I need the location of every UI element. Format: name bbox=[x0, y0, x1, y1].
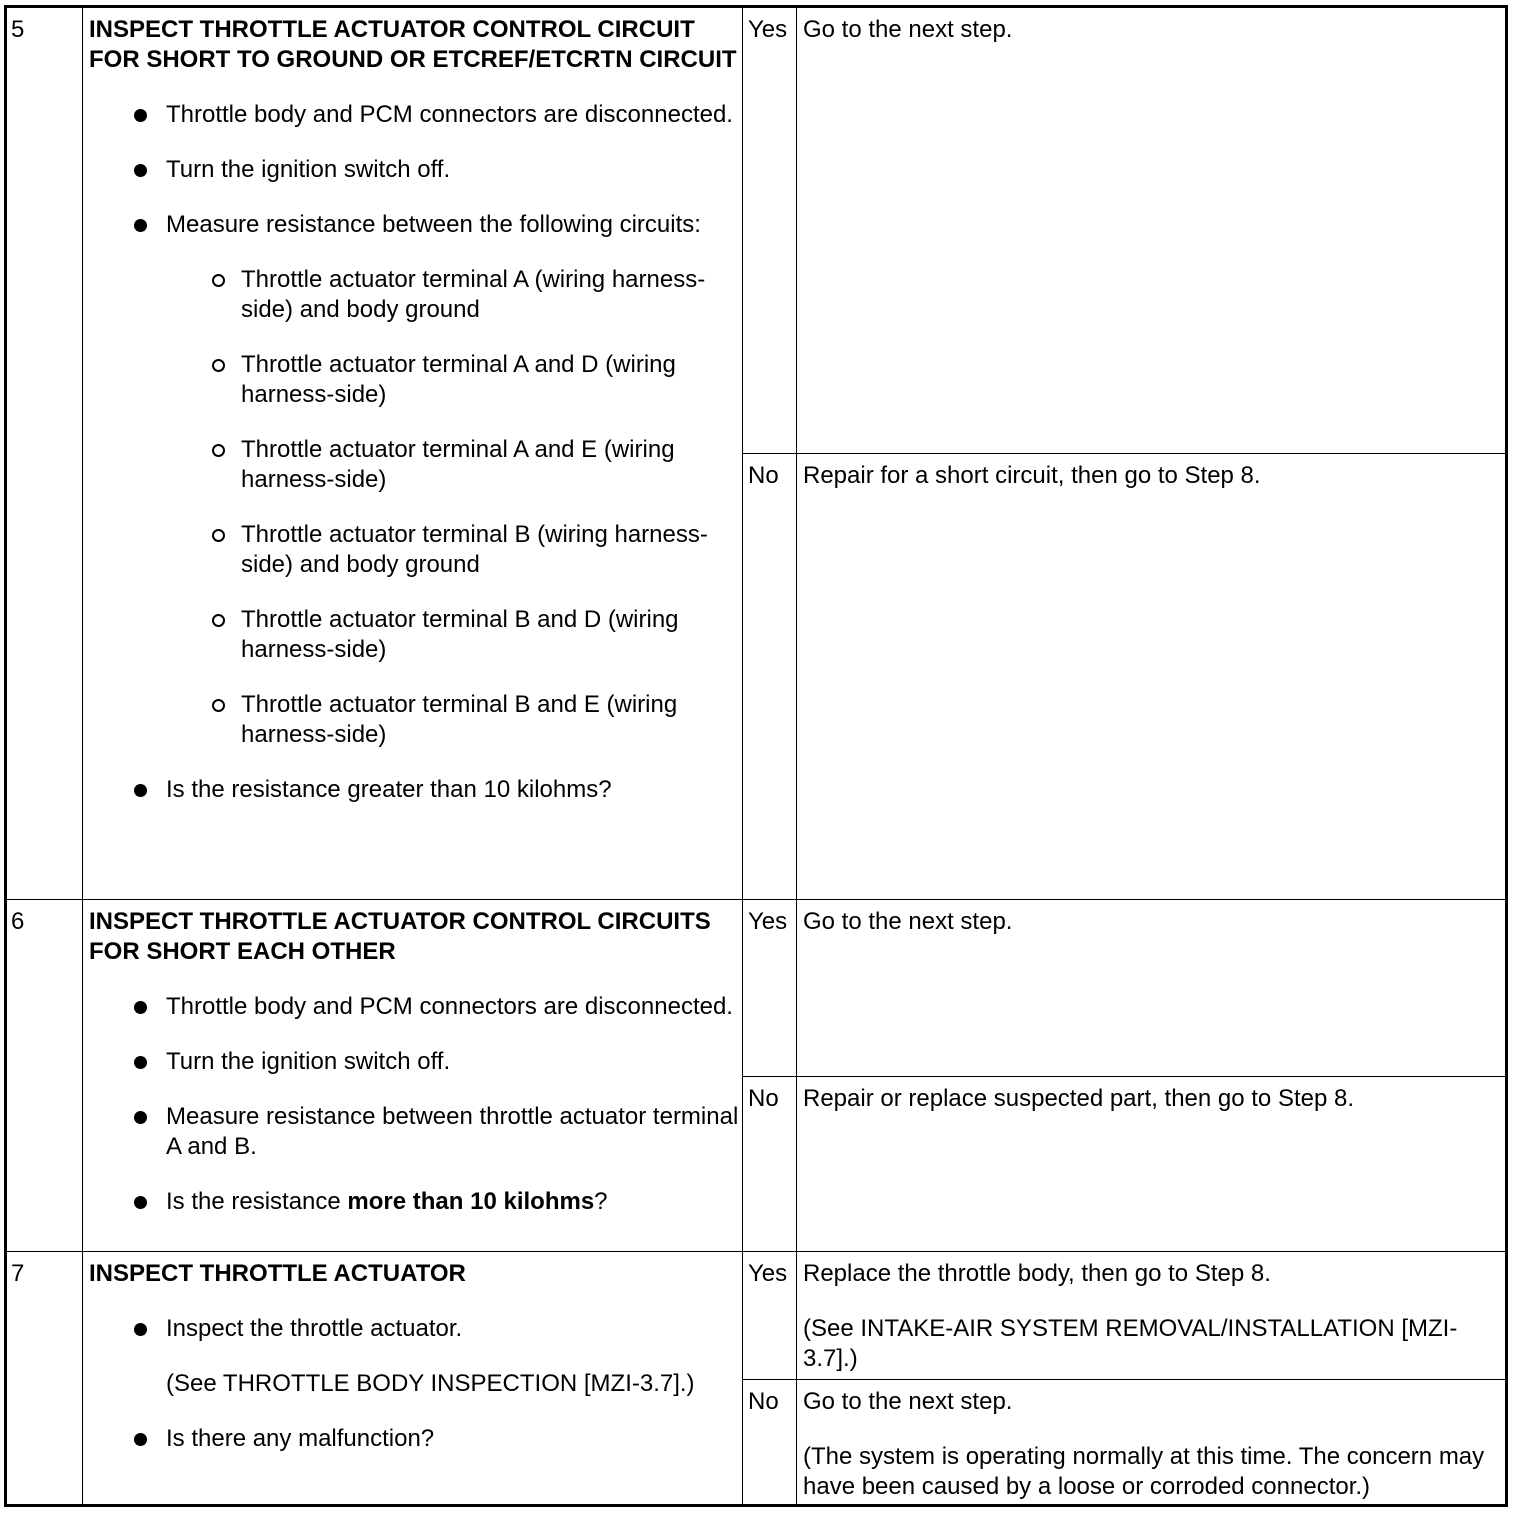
bullet-dot bbox=[134, 109, 147, 122]
step-number: 7 bbox=[11, 1260, 25, 1287]
bullet-dot bbox=[134, 1056, 147, 1069]
question-prefix: Is the resistance bbox=[166, 1188, 348, 1215]
sub-list-item bbox=[89, 690, 739, 750]
action-text: Go to the next step. bbox=[803, 1388, 1013, 1415]
list-item bbox=[89, 1187, 739, 1217]
action-text: Go to the next step. bbox=[803, 908, 1013, 935]
no-action bbox=[803, 461, 1503, 516]
yes-action bbox=[803, 1259, 1503, 1399]
column-divider bbox=[796, 8, 797, 1504]
bullet-dot bbox=[134, 1323, 147, 1336]
question-text: Is there any malfunction? bbox=[166, 1425, 435, 1452]
column-divider bbox=[82, 8, 83, 1504]
sub-bullet-text: Throttle actuator terminal B and E (wiring harness-side) bbox=[241, 691, 678, 748]
step-number: 5 bbox=[11, 16, 25, 43]
step-title: INSPECT THROTTLE ACTUATOR CONTROL CIRCUIT FOR SHORT TO GROUND OR ETCREF/ETCRTN CIRCUIT bbox=[89, 16, 737, 73]
sub-bullet-text: Throttle actuator terminal A and E (wiring harness-side) bbox=[241, 436, 675, 493]
question-text: Is the resistance greater than 10 kilohms? bbox=[166, 776, 612, 803]
list-item bbox=[89, 1102, 739, 1162]
bullet-dot bbox=[134, 164, 147, 177]
no-label: No bbox=[748, 1388, 779, 1415]
yes-action bbox=[803, 907, 1503, 962]
sub-list-item bbox=[89, 605, 739, 665]
no-action bbox=[803, 1084, 1503, 1139]
sub-bullet-circle bbox=[212, 274, 225, 287]
step-title: INSPECT THROTTLE ACTUATOR CONTROL CIRCUITS FOR SHORT EACH OTHER bbox=[89, 908, 711, 965]
step-title: INSPECT THROTTLE ACTUATOR bbox=[89, 1260, 466, 1287]
step-7-inspection bbox=[89, 1259, 739, 1454]
bullet-text: Throttle body and PCM connectors are disconnected. bbox=[166, 101, 733, 128]
list-item bbox=[89, 100, 739, 130]
list-item bbox=[89, 1424, 739, 1454]
step-5-inspection bbox=[89, 15, 739, 805]
bullet-dot bbox=[134, 1196, 147, 1209]
sub-list-item bbox=[89, 265, 739, 325]
action-text: Go to the next step. bbox=[803, 16, 1013, 43]
bullet-dot bbox=[134, 1433, 147, 1446]
no-label: No bbox=[748, 1085, 779, 1112]
bullet-text: Measure resistance between throttle actuator terminal A and B. bbox=[166, 1103, 739, 1160]
bullet-dot bbox=[134, 784, 147, 797]
sub-bullet-text: Throttle actuator terminal B and D (wiring harness-side) bbox=[241, 606, 679, 663]
sub-bullet-circle bbox=[212, 444, 225, 457]
sub-list-item bbox=[89, 520, 739, 580]
yes-action bbox=[803, 15, 1503, 70]
reference-note: (See INTAKE-AIR SYSTEM REMOVAL/INSTALLATION [MZI-3.7].) bbox=[803, 1315, 1458, 1372]
bullet-dot bbox=[134, 1001, 147, 1014]
bullet-dot bbox=[134, 1111, 147, 1124]
column-divider bbox=[742, 8, 743, 1504]
yes-label: Yes bbox=[748, 908, 788, 935]
explanation-note: (The system is operating normally at this time. The concern may have been caused by a loose or corroded connector.) bbox=[803, 1443, 1485, 1500]
bullet-text: Turn the ignition switch off. bbox=[166, 1048, 451, 1075]
sub-bullet-circle bbox=[212, 529, 225, 542]
yes-no-divider bbox=[742, 1076, 1505, 1077]
question-text bbox=[166, 1188, 608, 1215]
sub-bullet-text: Throttle actuator terminal A (wiring harness-side) and body ground bbox=[241, 266, 706, 323]
yes-label: Yes bbox=[748, 16, 788, 43]
diagnostic-procedure-table bbox=[4, 5, 1508, 1507]
action-text: Repair for a short circuit, then go to Step 8. bbox=[803, 462, 1261, 489]
list-item bbox=[89, 210, 739, 240]
list-item bbox=[89, 775, 739, 805]
list-item bbox=[89, 992, 739, 1022]
reference-note: (See THROTTLE BODY INSPECTION [MZI-3.7].) bbox=[166, 1370, 695, 1397]
bullet-text: Measure resistance between the following circuits: bbox=[166, 211, 701, 238]
sub-list-item bbox=[89, 350, 739, 410]
list-item bbox=[89, 155, 739, 185]
row-divider bbox=[7, 899, 1505, 900]
row-divider bbox=[7, 1251, 1505, 1252]
bullet-text: Turn the ignition switch off. bbox=[166, 156, 451, 183]
question-emphasis: more than 10 kilohms bbox=[347, 1188, 595, 1215]
step-6-inspection bbox=[89, 907, 739, 1217]
bullet-text: Inspect the throttle actuator. bbox=[166, 1315, 463, 1342]
step-number: 6 bbox=[11, 908, 25, 935]
yes-no-divider bbox=[742, 453, 1505, 454]
list-item bbox=[89, 1314, 739, 1344]
no-label: No bbox=[748, 462, 779, 489]
bullet-dot bbox=[134, 219, 147, 232]
sub-list-item bbox=[89, 435, 739, 495]
sub-bullet-circle bbox=[212, 614, 225, 627]
question-suffix: ? bbox=[594, 1188, 608, 1215]
sub-bullet-circle bbox=[212, 699, 225, 712]
action-text: Repair or replace suspected part, then go to Step 8. bbox=[803, 1085, 1355, 1112]
action-text: Replace the throttle body, then go to Step 8. bbox=[803, 1260, 1271, 1287]
bullet-text: Throttle body and PCM connectors are disconnected. bbox=[166, 993, 733, 1020]
sub-bullet-circle bbox=[212, 359, 225, 372]
yes-label: Yes bbox=[748, 1260, 788, 1287]
list-item bbox=[89, 1047, 739, 1077]
sub-bullet-text: Throttle actuator terminal B (wiring harness-side) and body ground bbox=[241, 521, 708, 578]
sub-bullet-text: Throttle actuator terminal A and D (wiring harness-side) bbox=[241, 351, 676, 408]
no-action bbox=[803, 1387, 1503, 1527]
